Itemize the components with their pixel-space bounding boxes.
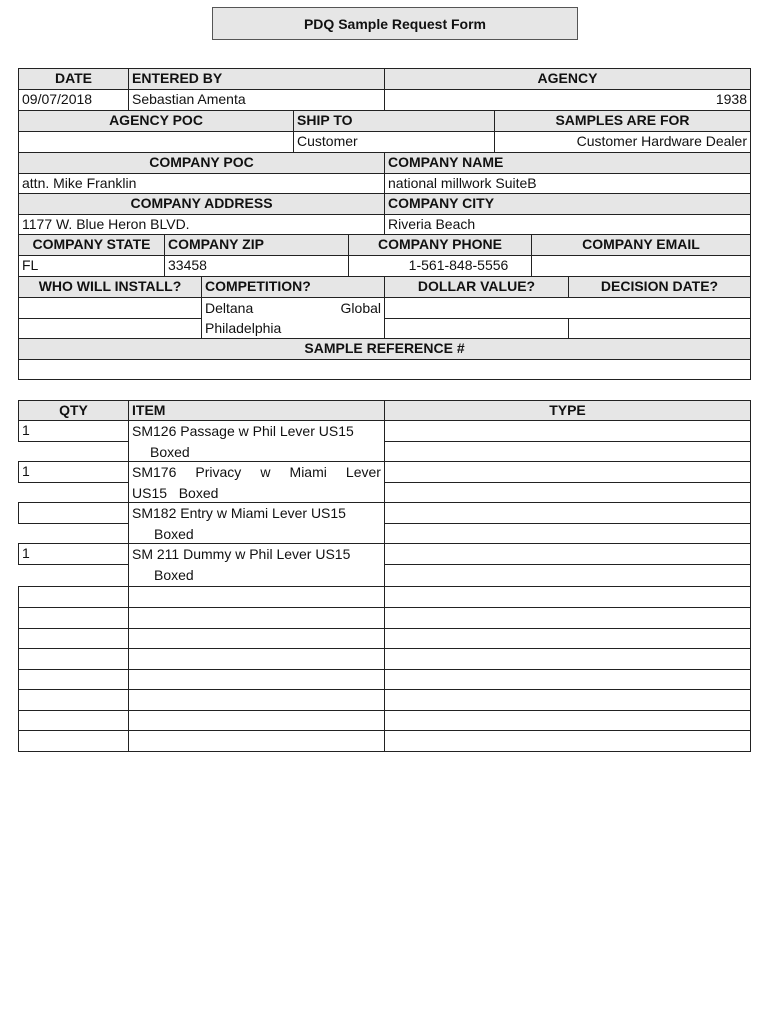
item-description[interactable]	[128, 502, 385, 544]
empty-type-cell[interactable]	[384, 648, 751, 670]
item-type[interactable]	[384, 543, 751, 565]
item-type-extra[interactable]	[384, 564, 751, 587]
empty-item-cell[interactable]	[128, 586, 385, 608]
decision-date-field[interactable]	[568, 318, 751, 339]
empty-qty-cell[interactable]	[18, 730, 129, 752]
entered-by-label: ENTERED BY	[128, 68, 385, 90]
empty-item-cell[interactable]	[128, 669, 385, 690]
company-phone-label: COMPANY PHONE	[348, 234, 532, 256]
empty-qty-cell[interactable]	[18, 710, 129, 731]
item-type-extra[interactable]	[384, 441, 751, 462]
company-name-field[interactable]: national millwork SuiteB	[384, 173, 751, 195]
item-type[interactable]	[384, 461, 751, 483]
sample-reference-label: SAMPLE REFERENCE #	[18, 338, 751, 360]
empty-qty-cell[interactable]	[18, 669, 129, 690]
item-header: ITEM	[128, 400, 385, 421]
item-description[interactable]	[128, 420, 385, 462]
item-word: SM176	[132, 464, 177, 480]
empty-type-cell[interactable]	[384, 669, 751, 690]
item-qty[interactable]: 1	[18, 543, 129, 565]
empty-item-cell[interactable]	[128, 648, 385, 670]
company-zip-field[interactable]: 33458	[164, 255, 349, 277]
empty-type-cell[interactable]	[384, 689, 751, 711]
competition-label: COMPETITION?	[201, 276, 385, 298]
item-word: Miami	[289, 464, 327, 480]
empty-item-cell[interactable]	[128, 607, 385, 629]
item-description[interactable]	[128, 461, 385, 503]
item-type-extra[interactable]	[384, 482, 751, 503]
empty-item-cell[interactable]	[128, 730, 385, 752]
item-qty[interactable]: 1	[18, 420, 129, 442]
who-will-install-field[interactable]	[18, 297, 202, 319]
company-address-field[interactable]: 1177 W. Blue Heron BLVD.	[18, 214, 385, 236]
company-city-label: COMPANY CITY	[384, 193, 751, 215]
competition-line-1	[205, 299, 381, 318]
entered-by-field[interactable]: Sebastian Amenta	[128, 89, 385, 111]
item-line-1: SM 211 Dummy w Phil Lever US15	[132, 546, 351, 562]
empty-qty-cell[interactable]	[18, 628, 129, 649]
empty-qty-cell[interactable]	[18, 607, 129, 629]
competition-value-a: Deltana	[205, 300, 254, 316]
item-type[interactable]	[384, 502, 751, 524]
empty-item-cell[interactable]	[128, 710, 385, 731]
item-line-2: Boxed	[154, 566, 194, 583]
empty-type-cell[interactable]	[384, 710, 751, 731]
ship-to-field[interactable]: Customer	[293, 131, 495, 153]
ship-to-label: SHIP TO	[293, 110, 495, 132]
samples-are-for-field[interactable]: Customer Hardware Dealer	[494, 131, 751, 153]
item-line-2: Boxed	[150, 443, 190, 460]
item-line-1: SM126 Passage w Phil Lever US15	[132, 423, 354, 439]
empty-item-cell[interactable]	[128, 628, 385, 649]
company-poc-label: COMPANY POC	[18, 152, 385, 174]
item-qty[interactable]	[18, 502, 129, 524]
agency-field[interactable]: 1938	[384, 89, 751, 111]
empty-type-cell[interactable]	[384, 607, 751, 629]
dollar-value-field[interactable]	[384, 297, 751, 319]
competition-line-2: Philadelphia	[205, 320, 282, 336]
company-phone-field[interactable]: 1-561-848-5556	[348, 255, 532, 277]
company-email-field[interactable]	[531, 255, 751, 277]
dollar-value-label: DOLLAR VALUE?	[384, 276, 569, 298]
competition-field[interactable]	[201, 297, 385, 339]
type-header: TYPE	[384, 400, 751, 421]
who-will-install-field-extra	[18, 318, 202, 339]
who-will-install-label: WHO WILL INSTALL?	[18, 276, 202, 298]
empty-item-cell[interactable]	[128, 689, 385, 711]
item-type-extra[interactable]	[384, 523, 751, 544]
item-qty[interactable]: 1	[18, 461, 129, 483]
company-name-label: COMPANY NAME	[384, 152, 751, 174]
company-state-label: COMPANY STATE	[18, 234, 165, 256]
item-line-1	[132, 462, 381, 483]
date-label: DATE	[18, 68, 129, 90]
item-word: Privacy	[195, 464, 242, 480]
samples-are-for-label: SAMPLES ARE FOR	[494, 110, 751, 132]
agency-poc-label: AGENCY POC	[18, 110, 294, 132]
empty-type-cell[interactable]	[384, 586, 751, 608]
qty-header: QTY	[18, 400, 129, 421]
empty-qty-cell[interactable]	[18, 586, 129, 608]
empty-qty-cell[interactable]	[18, 689, 129, 711]
agency-poc-field[interactable]	[18, 131, 294, 153]
item-word: w	[260, 464, 271, 480]
company-address-label: COMPANY ADDRESS	[18, 193, 385, 215]
item-line-1: SM182 Entry w Miami Lever US15	[132, 505, 346, 521]
company-poc-field[interactable]: attn. Mike Franklin	[18, 173, 385, 195]
item-line-2: Boxed	[154, 525, 194, 542]
agency-label: AGENCY	[384, 68, 751, 90]
dollar-value-field-lower[interactable]	[384, 318, 569, 339]
decision-date-label: DECISION DATE?	[568, 276, 751, 298]
date-field[interactable]: 09/07/2018	[18, 89, 129, 111]
empty-type-cell[interactable]	[384, 628, 751, 649]
company-email-label: COMPANY EMAIL	[531, 234, 751, 256]
form-title: PDQ Sample Request Form	[212, 7, 578, 40]
item-word: Lever	[345, 464, 381, 480]
company-city-field[interactable]: Riveria Beach	[384, 214, 751, 236]
company-zip-label: COMPANY ZIP	[164, 234, 349, 256]
sample-reference-field[interactable]	[18, 359, 751, 380]
competition-value-b: Global	[340, 300, 381, 316]
item-line-2: US15 Boxed	[132, 484, 219, 501]
item-description[interactable]	[128, 543, 385, 587]
empty-qty-cell[interactable]	[18, 648, 129, 670]
empty-type-cell[interactable]	[384, 730, 751, 752]
item-type[interactable]	[384, 420, 751, 442]
company-state-field[interactable]: FL	[18, 255, 165, 277]
